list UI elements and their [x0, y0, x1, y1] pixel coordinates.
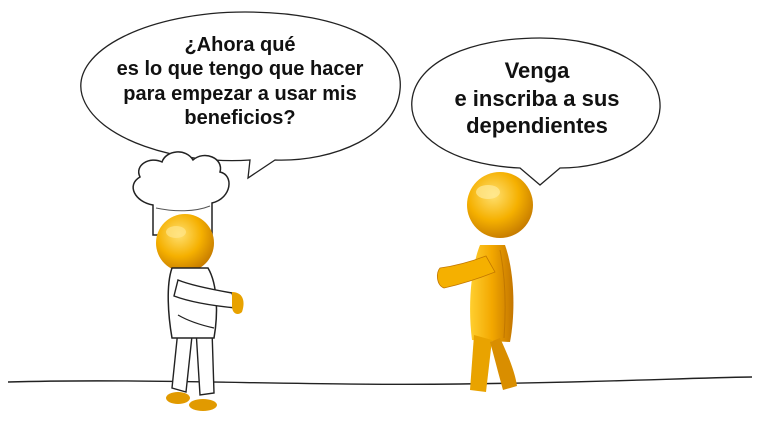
- figure-speech-line: Venga: [504, 58, 570, 83]
- ground-line: [8, 377, 752, 384]
- chef-speech-line: ¿Ahora qué: [184, 34, 296, 56]
- chef-speech-line: es lo que tengo que hacer: [116, 58, 364, 81]
- figure-speech-text: [412, 57, 662, 140]
- chef-figure: [133, 152, 243, 411]
- gold-figure-head: [467, 172, 533, 238]
- figure-speech-line: e inscriba a sus: [454, 85, 620, 111]
- chef-speech-line: beneficios?: [184, 107, 296, 130]
- gold-figure: [437, 172, 533, 392]
- chef-speech-line: para empezar a usar mis: [123, 82, 357, 105]
- chef-head: [156, 214, 214, 272]
- chef-speech-text: [70, 33, 410, 131]
- figure-speech-line: dependientes: [466, 113, 608, 139]
